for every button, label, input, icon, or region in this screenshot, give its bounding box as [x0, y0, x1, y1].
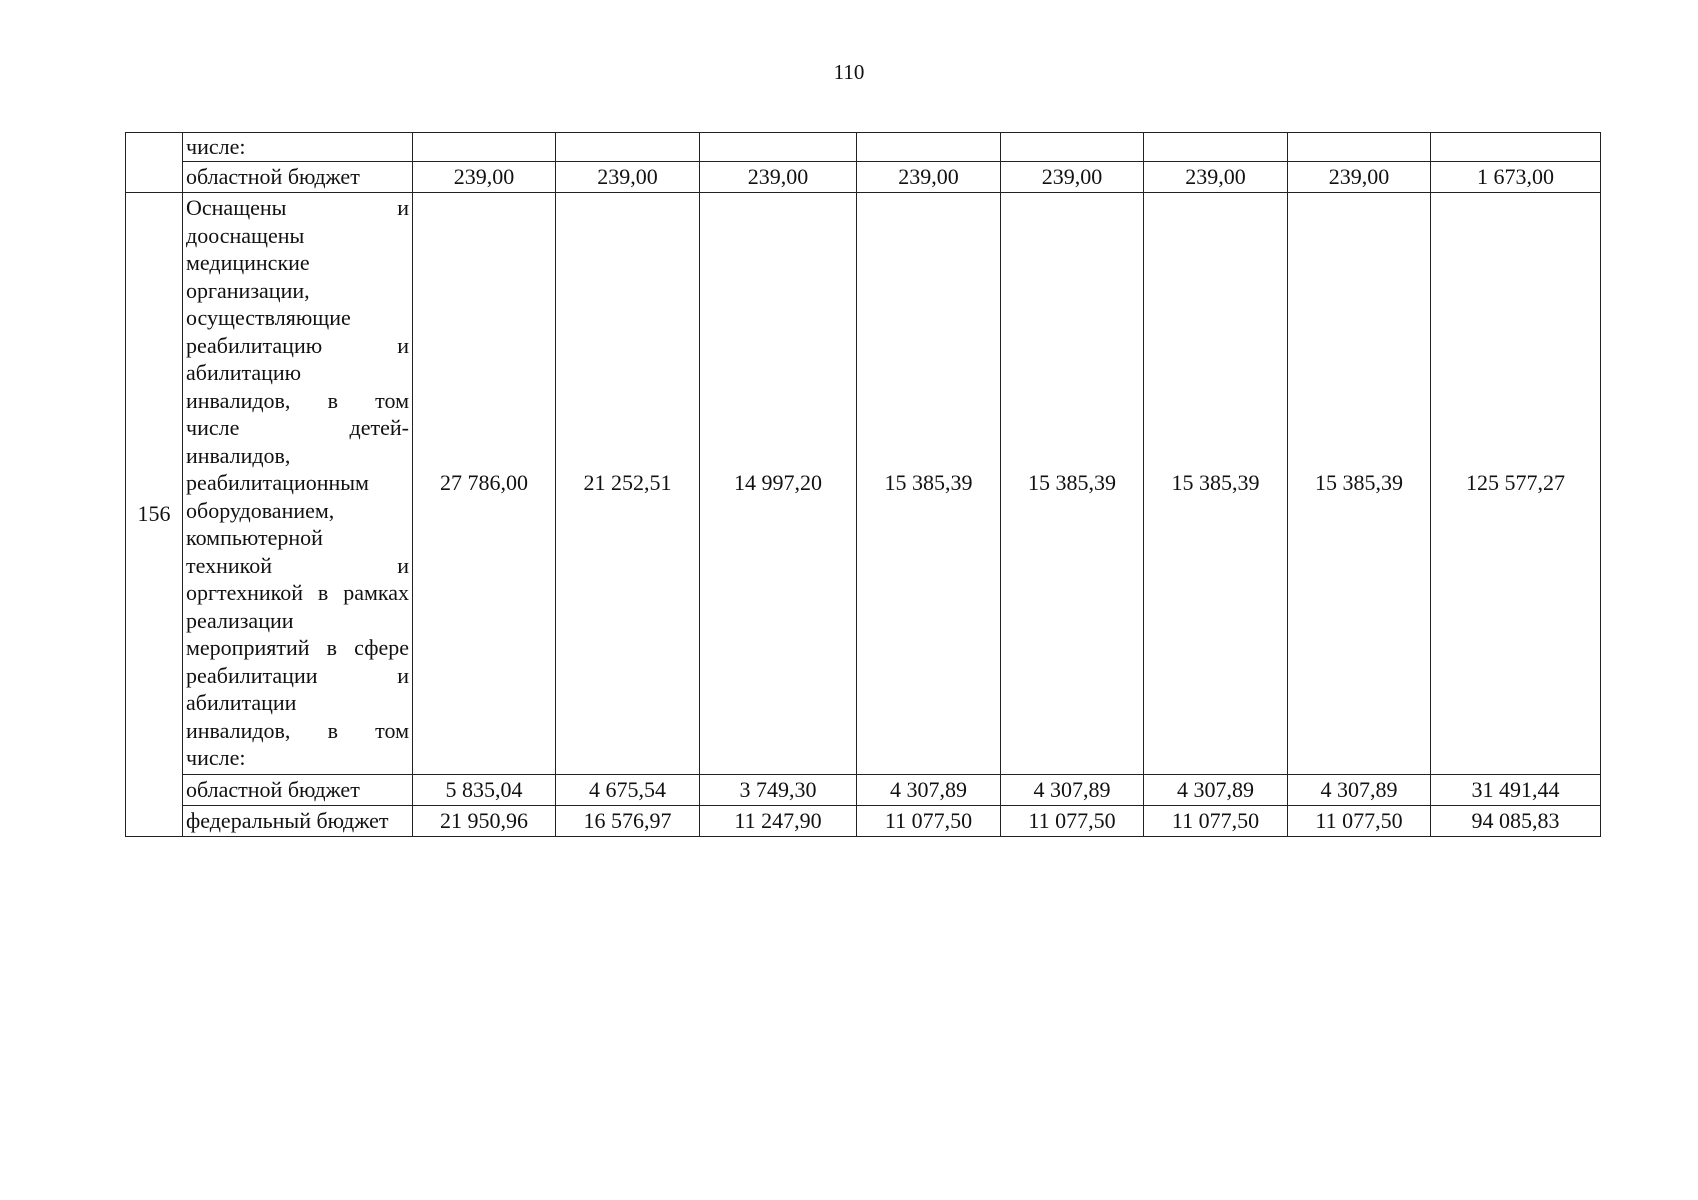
- value-cell: 15 385,39: [1001, 192, 1144, 774]
- value-cell: [1431, 133, 1601, 162]
- value-cell: 15 385,39: [1144, 192, 1288, 774]
- item-description: [183, 192, 413, 774]
- row-label: числе:: [183, 133, 413, 162]
- budget-table: [125, 132, 1601, 837]
- value-cell: 15 385,39: [857, 192, 1001, 774]
- value-cell: 4 307,89: [857, 774, 1001, 805]
- value-cell: 15 385,39: [1288, 192, 1431, 774]
- table-row: [126, 133, 1601, 162]
- description-line: оргтехникой в рамках: [186, 580, 409, 606]
- description-line: реализации: [186, 607, 294, 633]
- value-cell: [1001, 133, 1144, 162]
- description-line: реабилитацию и: [186, 332, 409, 358]
- description-line: мероприятий в сфере: [186, 635, 409, 661]
- value-cell: 239,00: [857, 161, 1001, 192]
- description-line: инвалидов, в том: [186, 387, 409, 413]
- value-cell: 4 307,89: [1144, 774, 1288, 805]
- description-line: абилитации: [186, 690, 297, 716]
- value-cell: 31 491,44: [1431, 774, 1601, 805]
- table-row: [126, 805, 1601, 836]
- table-row: [126, 192, 1601, 774]
- description-line: реабилитации и: [186, 662, 409, 688]
- row-label: федеральный бюджет: [183, 805, 413, 836]
- value-cell: 125 577,27: [1431, 192, 1601, 774]
- value-cell: 4 675,54: [556, 774, 700, 805]
- value-cell: 239,00: [413, 161, 556, 192]
- value-cell: 5 835,04: [413, 774, 556, 805]
- description-line: техникой и: [186, 552, 409, 578]
- row-number-cell: 156: [126, 192, 183, 836]
- value-cell: 4 307,89: [1001, 774, 1144, 805]
- value-cell: 239,00: [1144, 161, 1288, 192]
- value-cell: 16 576,97: [556, 805, 700, 836]
- page-number: 110: [833, 60, 865, 84]
- value-cell: 11 077,50: [1001, 805, 1144, 836]
- description-line: реабилитационным: [186, 470, 369, 496]
- row-label: областной бюджет: [183, 774, 413, 805]
- description-line: компьютерной: [186, 525, 323, 551]
- value-cell: [700, 133, 857, 162]
- description-line: Оснащены и: [186, 195, 409, 221]
- description-line: организации,: [186, 277, 310, 303]
- value-cell: 4 307,89: [1288, 774, 1431, 805]
- value-cell: 239,00: [1288, 161, 1431, 192]
- value-cell: 239,00: [1001, 161, 1144, 192]
- value-cell: 239,00: [556, 161, 700, 192]
- value-cell: 94 085,83: [1431, 805, 1601, 836]
- value-cell: 21 950,96: [413, 805, 556, 836]
- description-line: оборудованием,: [186, 497, 335, 523]
- value-cell: 11 077,50: [1144, 805, 1288, 836]
- value-cell: 14 997,20: [700, 192, 857, 774]
- description-line: дооснащены: [186, 222, 305, 248]
- value-cell: [1288, 133, 1431, 162]
- row-label: областной бюджет: [183, 161, 413, 192]
- description-line: абилитацию: [186, 360, 302, 386]
- value-cell: 3 749,30: [700, 774, 857, 805]
- value-cell: [556, 133, 700, 162]
- value-cell: [413, 133, 556, 162]
- value-cell: [857, 133, 1001, 162]
- description-line: инвалидов,: [186, 442, 291, 468]
- table-row: [126, 774, 1601, 805]
- description-line: числе:: [186, 745, 246, 771]
- value-cell: 11 247,90: [700, 805, 857, 836]
- description-line: медицинские: [186, 250, 310, 276]
- table-row: [126, 161, 1601, 192]
- description-line: осуществляющие: [186, 305, 351, 331]
- value-cell: 11 077,50: [1288, 805, 1431, 836]
- value-cell: 1 673,00: [1431, 161, 1601, 192]
- value-cell: [1144, 133, 1288, 162]
- value-cell: 11 077,50: [857, 805, 1001, 836]
- value-cell: 239,00: [700, 161, 857, 192]
- value-cell: 27 786,00: [413, 192, 556, 774]
- description-line: инвалидов, в том: [186, 717, 409, 743]
- value-cell: 21 252,51: [556, 192, 700, 774]
- description-line: числе детей-: [186, 415, 409, 441]
- row-number-cell: [126, 133, 183, 193]
